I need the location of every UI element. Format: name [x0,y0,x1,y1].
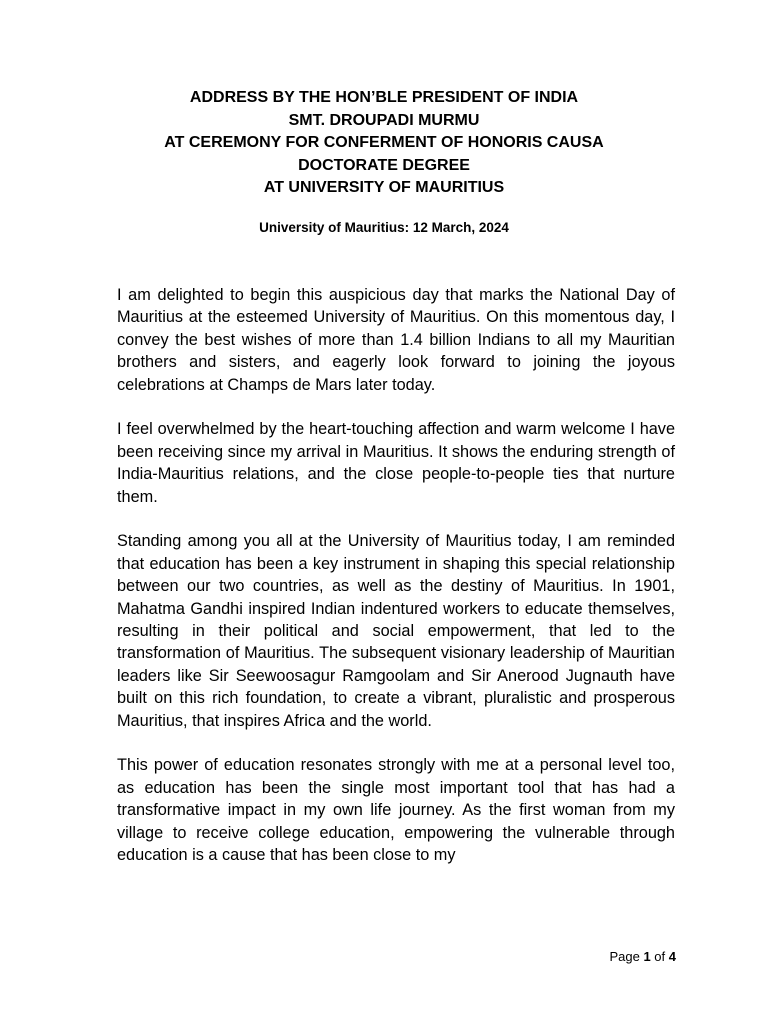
document-body [117,284,675,889]
title-line-5: AT UNIVERSITY OF MAURITIUS [263,179,505,196]
paragraph-2: I feel overwhelmed by the heart-touching affection and warm welcome I have been receiving since my arrival in Mauritius. It shows the enduring strength of India-Mauritius relations, and the close people-to-people ties that nurture them. [117,420,675,506]
paragraph-4: This power of education resonates strongly with me at a personal level too, as education has been the single most important tool that has had a transformative impact in my own life journey. As the first woman from my village to receive college education, empowering the vulnerable through education is a cause that has been close to my [117,756,675,865]
of-word: of [654,949,666,964]
title-line-4: DOCTORATE DEGREE [298,156,470,174]
page-current: 1 [643,949,651,964]
dateline: University of Mauritius: 12 March, 2024 [259,220,509,235]
paragraph-3: Standing among you all at the University of Mauritius today, I am reminded that education has been a key instrument in shaping this special relationship between our two countries, as well as the destiny of Mauritius. In 1901, Mahatma Gandhi inspired Indian indentured workers to educate themselves, resulting in their political and social empowerment, that led to the transformation of Mauritius. The subsequent visionary leadership of Mauritian leaders like Sir Seewoosagur Ramgoolam and Sir Anerood Jugnauth have built on this rich foundation, to create a vibrant, pluralistic and prosperous Mauritius, that inspires Africa and the world. [117,532,675,730]
page-total: 4 [668,949,676,964]
document-title [60,87,708,200]
page-word: Page [609,949,640,964]
page-number [609,948,676,966]
title-line-3: AT CEREMONY FOR CONFERMENT OF HONORIS CAUSA [164,134,604,151]
title-line-2: SMT. DROUPADI MURMU [288,111,480,129]
paragraph-1: I am delighted to begin this auspicious day that marks the National Day of Mauritius at the esteemed University of Mauritius. On this momentous day, I convey the best wishes of more than 1.4 billion Indians to all my Mauritian brothers and sisters, and eagerly look forward to joining the joyous celebrations at Champs de Mars later today. [117,286,675,394]
title-line-1: ADDRESS BY THE HON’BLE PRESIDENT OF INDIA [189,89,579,106]
